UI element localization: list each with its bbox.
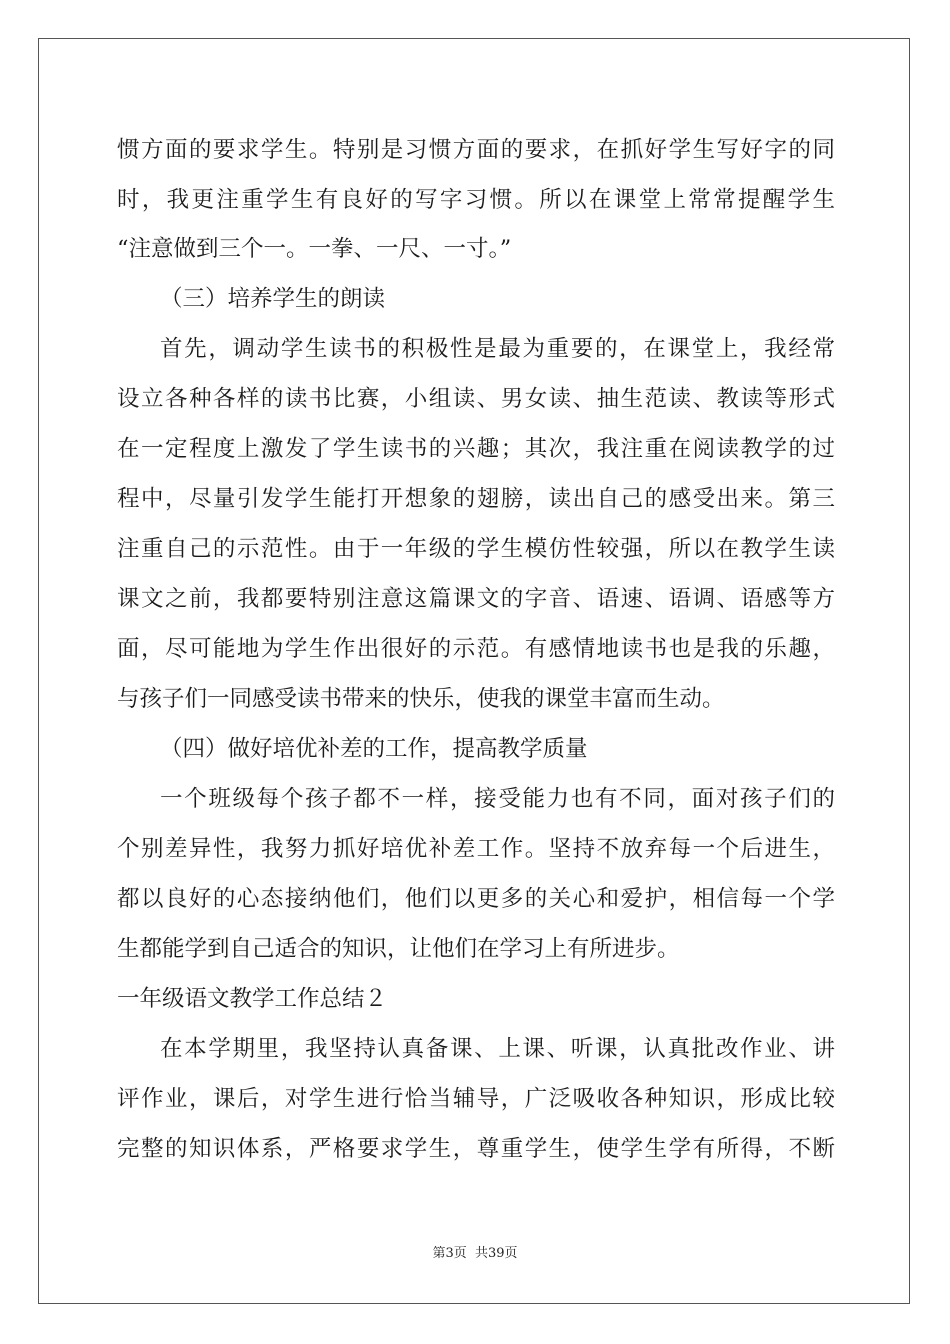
body-line: 惯方面的要求学生。特别是习惯方面的要求，在抓好学生写好字的同 bbox=[117, 137, 835, 163]
body-line: 都以良好的心态接纳他们，他们以更多的关心和爱护，相信每一个学 bbox=[117, 886, 835, 912]
body-line: 在本学期里，我坚持认真备课、上课、听课，认真批改作业、讲 bbox=[160, 1036, 835, 1062]
body-line: 生都能学到自己适合的知识，让他们在学习上有所进步。 bbox=[117, 936, 680, 962]
page-footer bbox=[0, 1242, 950, 1261]
body-line: 与孩子们一同感受读书带来的快乐，使我的课堂丰富而生动。 bbox=[117, 686, 725, 712]
page-number: 第3页 bbox=[432, 1246, 467, 1261]
body-line: 一个班级每个孩子都不一样，接受能力也有不同，面对孩子们的 bbox=[160, 786, 835, 812]
body-line: 完整的知识体系，严格要求学生，尊重学生，使学生学有所得，不断 bbox=[117, 1136, 835, 1162]
page-total: 共39页 bbox=[474, 1246, 518, 1261]
body-line: 在一定程度上激发了学生读书的兴趣；其次，我注重在阅读教学的过 bbox=[117, 436, 835, 462]
body-line: 评作业，课后，对学生进行恰当辅导，广泛吸收各种知识，形成比较 bbox=[117, 1086, 835, 1112]
page-border bbox=[38, 38, 910, 1304]
body-line: 课文之前，我都要特别注意这篇课文的字音、语速、语调、语感等方 bbox=[117, 586, 835, 612]
section-heading: （三）培养学生的朗读 bbox=[160, 286, 386, 312]
body-line: 面，尽可能地为学生作出很好的示范。有感情地读书也是我的乐趣， bbox=[117, 636, 835, 662]
body-line: 程中，尽量引发学生能打开想象的翅膀，读出自己的感受出来。第三 bbox=[117, 486, 835, 512]
body-line: 设立各种各样的读书比赛，小组读、男女读、抽生范读、教读等形式 bbox=[117, 386, 835, 412]
body-line: 个别差异性，我努力抓好培优补差工作。坚持不放弃每一个后进生， bbox=[117, 836, 835, 862]
section-heading: （四）做好培优补差的工作，提高教学质量 bbox=[160, 736, 588, 762]
body-line: “注意做到三个一。一拳、一尺、一寸。” bbox=[117, 236, 512, 262]
body-line: 时，我更注重学生有良好的写字习惯。所以在课堂上常常提醒学生 bbox=[117, 187, 835, 213]
article-title: 一年级语文教学工作总结２ bbox=[117, 986, 388, 1012]
body-line: 首先，调动学生读书的积极性是最为重要的，在课堂上，我经常 bbox=[160, 336, 835, 362]
body-line: 注重自己的示范性。由于一年级的学生模仿性较强，所以在教学生读 bbox=[117, 536, 835, 562]
